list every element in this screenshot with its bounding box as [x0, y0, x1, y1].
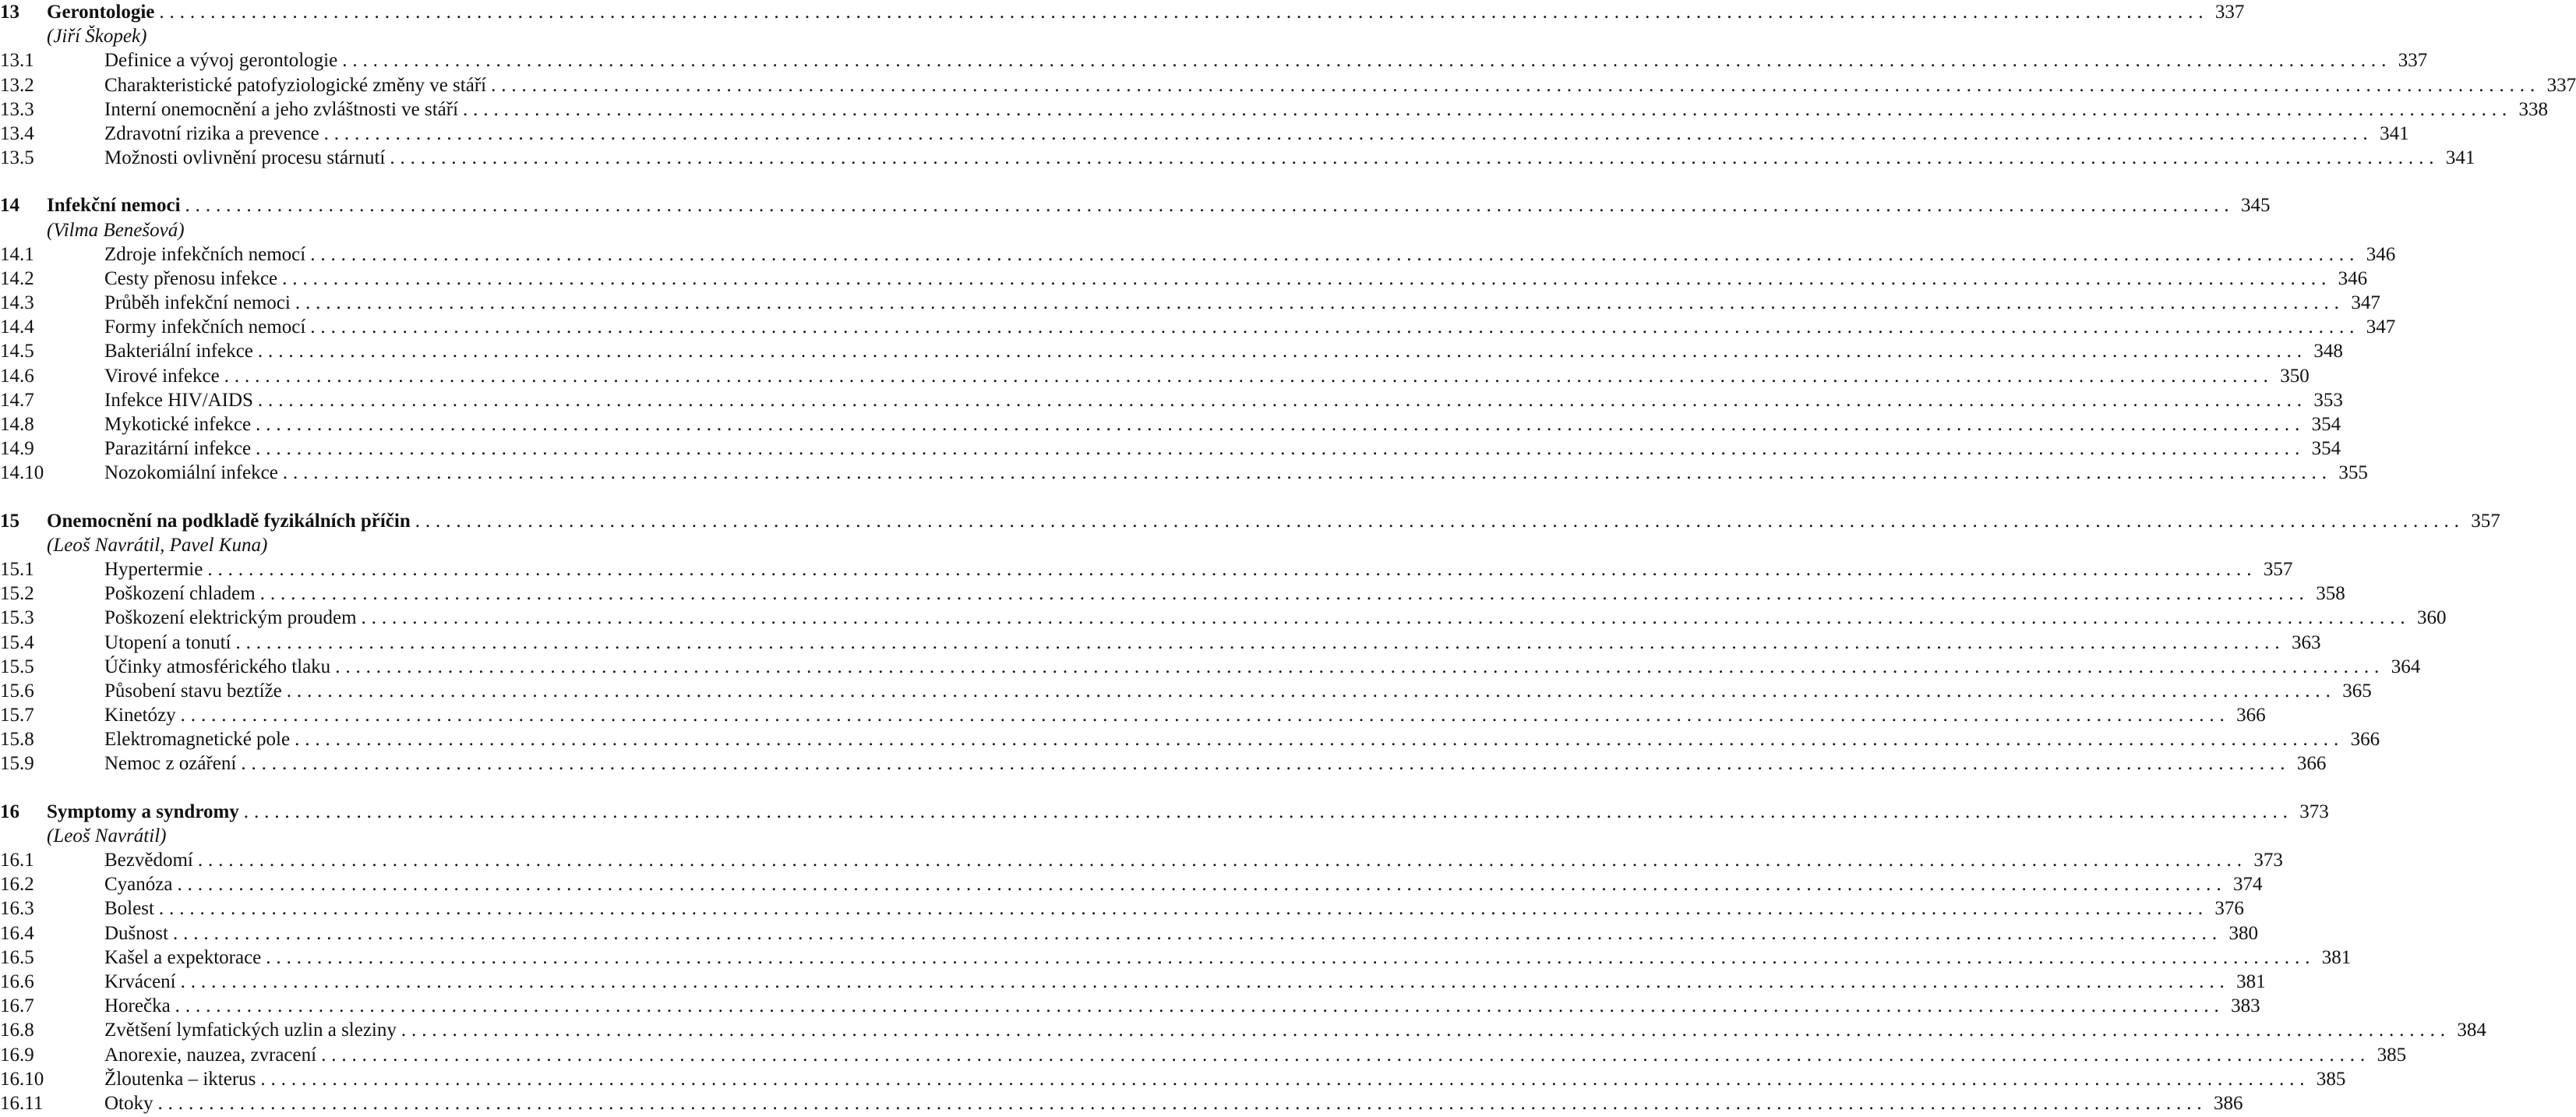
section-entry[interactable]: [0, 581, 2345, 606]
dot-leader: ........................................................................................................................................................................................................: [241, 753, 2291, 775]
section-entry[interactable]: [0, 412, 2341, 437]
chapter-authors: (Jiří Škopek): [47, 26, 147, 48]
chapter-number: 13: [0, 2, 19, 23]
section-title: Poškození chladem: [104, 583, 256, 605]
section-number: 13.1: [0, 50, 34, 72]
section-entry[interactable]: [0, 388, 2343, 412]
section-page-number: 348: [2313, 341, 2343, 362]
section-title: Dušnost: [104, 922, 168, 944]
section-title: Bolest: [104, 898, 154, 920]
section-entry[interactable]: [0, 122, 2409, 146]
section-page-number: 383: [2231, 995, 2260, 1017]
section-entry[interactable]: [0, 994, 2260, 1018]
dot-leader: ........................................................................................................................................................................................................: [235, 631, 2285, 653]
section-page-number: 346: [2366, 243, 2396, 265]
section-page-number: 373: [2253, 850, 2283, 871]
dot-leader: ........................................................................................................................................................................................................: [282, 462, 2332, 484]
chapter-heading[interactable]: [0, 193, 2271, 217]
chapter-authors: (Leoš Navrátil): [47, 825, 167, 847]
dot-leader: ........................................................................................................................................................................................................: [159, 2, 2209, 23]
section-title: Charakteristické patofyziologické změny ve stáří: [104, 74, 487, 96]
dot-leader: ........................................................................................................................................................................................................: [491, 74, 2541, 96]
section-number: 15.6: [0, 680, 34, 702]
section-title: Mykotické infekce: [104, 414, 252, 435]
dot-leader: ........................................................................................................................................................................................................: [158, 898, 2208, 920]
section-page-number: 338: [2518, 98, 2549, 120]
section-page-number: 376: [2214, 898, 2244, 920]
section-number: 14.4: [0, 316, 34, 338]
section-entry[interactable]: [0, 631, 2321, 655]
section-entry[interactable]: [0, 73, 2576, 97]
dot-leader: ........................................................................................................................................................................................................: [321, 1044, 2371, 1066]
section-title: Infekce HIV/AIDS: [104, 389, 253, 411]
section-title: Nozokomiální infekce: [104, 462, 278, 484]
section-number: 16.1: [0, 850, 34, 871]
dot-leader: ........................................................................................................................................................................................................: [266, 946, 2316, 968]
chapter-number: 15: [0, 510, 19, 532]
section-entry[interactable]: [0, 146, 2475, 170]
section-title: Zvětšení lymfatických uzlin a sleziny: [104, 1020, 397, 1041]
section-entry[interactable]: [0, 655, 2421, 679]
section-title: Virové infekce: [104, 365, 220, 387]
section-page-number: 337: [2398, 50, 2428, 72]
chapter-page-number: 373: [2299, 801, 2329, 822]
dot-leader: ........................................................................................................................................................................................................: [224, 365, 2274, 387]
section-title: Horečka: [104, 995, 171, 1017]
section-number: 13.3: [0, 98, 34, 120]
section-page-number: 381: [2321, 946, 2352, 968]
section-title: Nemoc z ozáření: [104, 753, 237, 775]
section-page-number: 365: [2342, 680, 2372, 702]
dot-leader: ........................................................................................................................................................................................................: [415, 510, 2465, 532]
section-entry[interactable]: [0, 872, 2263, 896]
section-title: Poškození elektrickým proudem: [104, 607, 357, 629]
section-page-number: 386: [2214, 1092, 2243, 1114]
section-entry[interactable]: [0, 1018, 2486, 1042]
section-entry[interactable]: [0, 315, 2396, 339]
section-page-number: 366: [2236, 705, 2266, 726]
section-page-number: 353: [2313, 389, 2343, 411]
section-title: Bakteriální infekce: [104, 341, 253, 362]
chapter-authors: (Leoš Navrátil, Pavel Kuna): [47, 534, 268, 556]
dot-leader: ........................................................................................................................................................................................................: [282, 267, 2332, 289]
section-title: Žloutenka – ikterus: [104, 1068, 256, 1090]
dot-leader: ........................................................................................................................................................................................................: [401, 1020, 2451, 1041]
section-page-number: 358: [2316, 583, 2345, 605]
dot-leader: ........................................................................................................................................................................................................: [310, 316, 2360, 338]
section-entry[interactable]: [0, 703, 2266, 727]
section-entry[interactable]: [0, 727, 2380, 751]
chapter-page-number: 345: [2241, 195, 2271, 217]
section-page-number: 337: [2546, 74, 2576, 96]
section-entry[interactable]: [0, 679, 2372, 703]
section-title: Cyanóza: [104, 874, 173, 896]
chapter-block: [0, 0, 2576, 170]
section-number: 16.10: [0, 1068, 44, 1090]
section-number: 15.8: [0, 729, 34, 751]
chapter-title: Onemocnění na podkladě fyzikálních příčin: [47, 510, 411, 532]
dot-leader: ........................................................................................................................................................................................................: [335, 656, 2385, 677]
section-page-number: 360: [2417, 607, 2447, 629]
section-title: Elektromagnetické pole: [104, 729, 291, 751]
section-page-number: 385: [2377, 1044, 2407, 1066]
section-entry[interactable]: [0, 1043, 2407, 1067]
dot-leader: ........................................................................................................................................................................................................: [180, 970, 2230, 992]
section-number: 13.4: [0, 122, 34, 144]
section-entry[interactable]: [0, 848, 2283, 872]
section-entry[interactable]: [0, 1091, 2243, 1115]
chapter-page-number: 357: [2471, 510, 2500, 532]
section-title: Definice a vývoj gerontologie: [104, 50, 338, 72]
section-page-number: 380: [2228, 922, 2258, 944]
section-page-number: 347: [2366, 316, 2396, 338]
section-entry[interactable]: [0, 896, 2244, 921]
section-title: Hypertermie: [104, 558, 203, 580]
section-number: 16.4: [0, 922, 34, 944]
section-title: Působení stavu beztíže: [104, 680, 282, 702]
section-page-number: 374: [2232, 874, 2263, 896]
section-number: 16.8: [0, 1020, 34, 1041]
section-entry[interactable]: [0, 339, 2343, 363]
dot-leader: ........................................................................................................................................................................................................: [323, 122, 2373, 144]
dot-leader: ........................................................................................................................................................................................................: [256, 438, 2306, 460]
section-title: Účinky atmosférického tlaku: [104, 656, 331, 677]
section-page-number: 347: [2351, 292, 2380, 314]
section-entry[interactable]: [0, 970, 2266, 994]
section-entry[interactable]: [0, 267, 2368, 291]
section-entry[interactable]: [0, 921, 2258, 946]
section-entry[interactable]: [0, 1067, 2346, 1091]
section-number: 16.3: [0, 898, 34, 920]
section-entry[interactable]: [0, 606, 2447, 630]
dot-leader: ........................................................................................................................................................................................................: [185, 195, 2235, 217]
dot-leader: ........................................................................................................................................................................................................: [310, 243, 2360, 265]
section-number: 14.2: [0, 267, 34, 289]
chapter-heading[interactable]: [0, 800, 2329, 824]
section-page-number: 346: [2338, 267, 2368, 289]
section-page-number: 363: [2291, 631, 2321, 653]
chapter-heading[interactable]: [0, 0, 2245, 24]
dot-leader: ........................................................................................................................................................................................................: [177, 874, 2227, 896]
chapter-number: 16: [0, 801, 19, 822]
dot-leader: ........................................................................................................................................................................................................: [257, 341, 2307, 362]
section-page-number: 381: [2236, 970, 2266, 992]
section-page-number: 357: [2263, 558, 2293, 580]
chapter-authors: (Vilma Benešová): [47, 219, 185, 241]
section-number: 16.5: [0, 946, 34, 968]
dot-leader: ........................................................................................................................................................................................................: [207, 558, 2257, 580]
section-number: 16.11: [0, 1092, 44, 1114]
section-page-number: 385: [2316, 1068, 2346, 1090]
section-title: Cesty přenosu infekce: [104, 267, 278, 289]
dot-leader: ........................................................................................................................................................................................................: [259, 583, 2310, 605]
section-title: Bezvědomí: [104, 850, 193, 871]
section-entry[interactable]: [0, 48, 2428, 72]
section-title: Průběh infekční nemoci: [104, 292, 291, 314]
section-number: 16.6: [0, 970, 34, 992]
dot-leader: ........................................................................................................................................................................................................: [295, 729, 2345, 751]
section-number: 13.5: [0, 147, 34, 169]
dot-leader: ........................................................................................................................................................................................................: [295, 292, 2345, 314]
dot-leader: ........................................................................................................................................................................................................: [390, 147, 2440, 169]
section-title: Kinetózy: [104, 705, 176, 726]
section-title: Formy infekčních nemocí: [104, 316, 306, 338]
chapter-page-number: 337: [2214, 2, 2245, 23]
dot-leader: ........................................................................................................................................................................................................: [260, 1068, 2310, 1090]
dot-leader: ........................................................................................................................................................................................................: [157, 1092, 2207, 1114]
dot-leader: ........................................................................................................................................................................................................: [175, 995, 2225, 1017]
section-title: Možnosti ovlivnění procesu stárnutí: [104, 147, 386, 169]
section-number: 15.3: [0, 607, 34, 629]
section-page-number: 364: [2391, 656, 2421, 677]
section-page-number: 355: [2338, 462, 2368, 484]
section-entry[interactable]: [0, 242, 2396, 267]
section-entry[interactable]: [0, 364, 2310, 388]
chapter-heading[interactable]: [0, 509, 2500, 533]
chapter-title: Gerontologie: [47, 2, 155, 23]
dot-leader: ........................................................................................................................................................................................................: [286, 680, 2336, 702]
section-entry[interactable]: [0, 291, 2380, 315]
section-number: 15.1: [0, 558, 34, 580]
section-title: Utopení a tonutí: [104, 631, 231, 653]
section-title: Kašel a expektorace: [104, 946, 262, 968]
chapter-block: [0, 509, 2500, 776]
section-number: 14.9: [0, 438, 34, 460]
dot-leader: ........................................................................................................................................................................................................: [256, 414, 2306, 435]
section-number: 15.5: [0, 656, 34, 677]
section-number: 16.9: [0, 1044, 34, 1066]
section-number: 14.10: [0, 462, 44, 484]
dot-leader: ........................................................................................................................................................................................................: [172, 922, 2222, 944]
section-entry[interactable]: [0, 751, 2327, 776]
section-entry[interactable]: [0, 437, 2341, 461]
chapter-block: [0, 193, 2396, 485]
chapter-block: [0, 800, 2486, 1115]
dot-leader: ........................................................................................................................................................................................................: [180, 705, 2230, 726]
section-entry[interactable]: [0, 946, 2352, 970]
section-number: 14.3: [0, 292, 34, 314]
chapter-title: Infekční nemoci: [47, 195, 181, 217]
dot-leader: ........................................................................................................................................................................................................: [361, 607, 2411, 629]
dot-leader: ........................................................................................................................................................................................................: [257, 389, 2307, 411]
section-number: 14.5: [0, 341, 34, 362]
section-number: 14.7: [0, 389, 34, 411]
dot-leader: ........................................................................................................................................................................................................: [243, 801, 2293, 822]
section-page-number: 384: [2457, 1020, 2486, 1041]
section-title: Interní onemocnění a jeho zvláštnosti ve stáří: [104, 98, 459, 120]
section-number: 15.2: [0, 583, 34, 605]
section-number: 15.7: [0, 705, 34, 726]
chapter-number: 14: [0, 195, 19, 217]
section-title: Krvácení: [104, 970, 176, 992]
section-number: 14.6: [0, 365, 34, 387]
section-title: Zdravotní rizika a prevence: [104, 122, 319, 144]
section-number: 16.7: [0, 995, 34, 1017]
section-title: Otoky: [104, 1092, 154, 1114]
section-number: 13.2: [0, 74, 34, 96]
section-page-number: 354: [2311, 414, 2341, 435]
section-number: 15.9: [0, 753, 34, 775]
section-page-number: 354: [2311, 438, 2341, 460]
section-title: Anorexie, nauzea, zvracení: [104, 1044, 317, 1066]
section-page-number: 366: [2296, 753, 2327, 775]
section-number: 16.2: [0, 874, 34, 896]
section-number: 14.8: [0, 414, 34, 435]
section-title: Zdroje infekčních nemocí: [104, 243, 306, 265]
section-entry[interactable]: [0, 557, 2293, 581]
dot-leader: ........................................................................................................................................................................................................: [463, 98, 2513, 120]
chapter-title: Symptomy a syndromy: [47, 801, 239, 822]
section-number: 15.4: [0, 631, 34, 653]
section-title: Parazitární infekce: [104, 438, 252, 460]
dot-leader: ........................................................................................................................................................................................................: [197, 850, 2247, 871]
section-entry[interactable]: [0, 97, 2549, 122]
section-entry[interactable]: [0, 461, 2368, 485]
section-page-number: 341: [2380, 122, 2409, 144]
section-number: 14.1: [0, 243, 34, 265]
section-page-number: 341: [2445, 147, 2475, 169]
dot-leader: ........................................................................................................................................................................................................: [342, 50, 2392, 72]
section-page-number: 366: [2350, 729, 2380, 751]
section-page-number: 350: [2280, 365, 2310, 387]
